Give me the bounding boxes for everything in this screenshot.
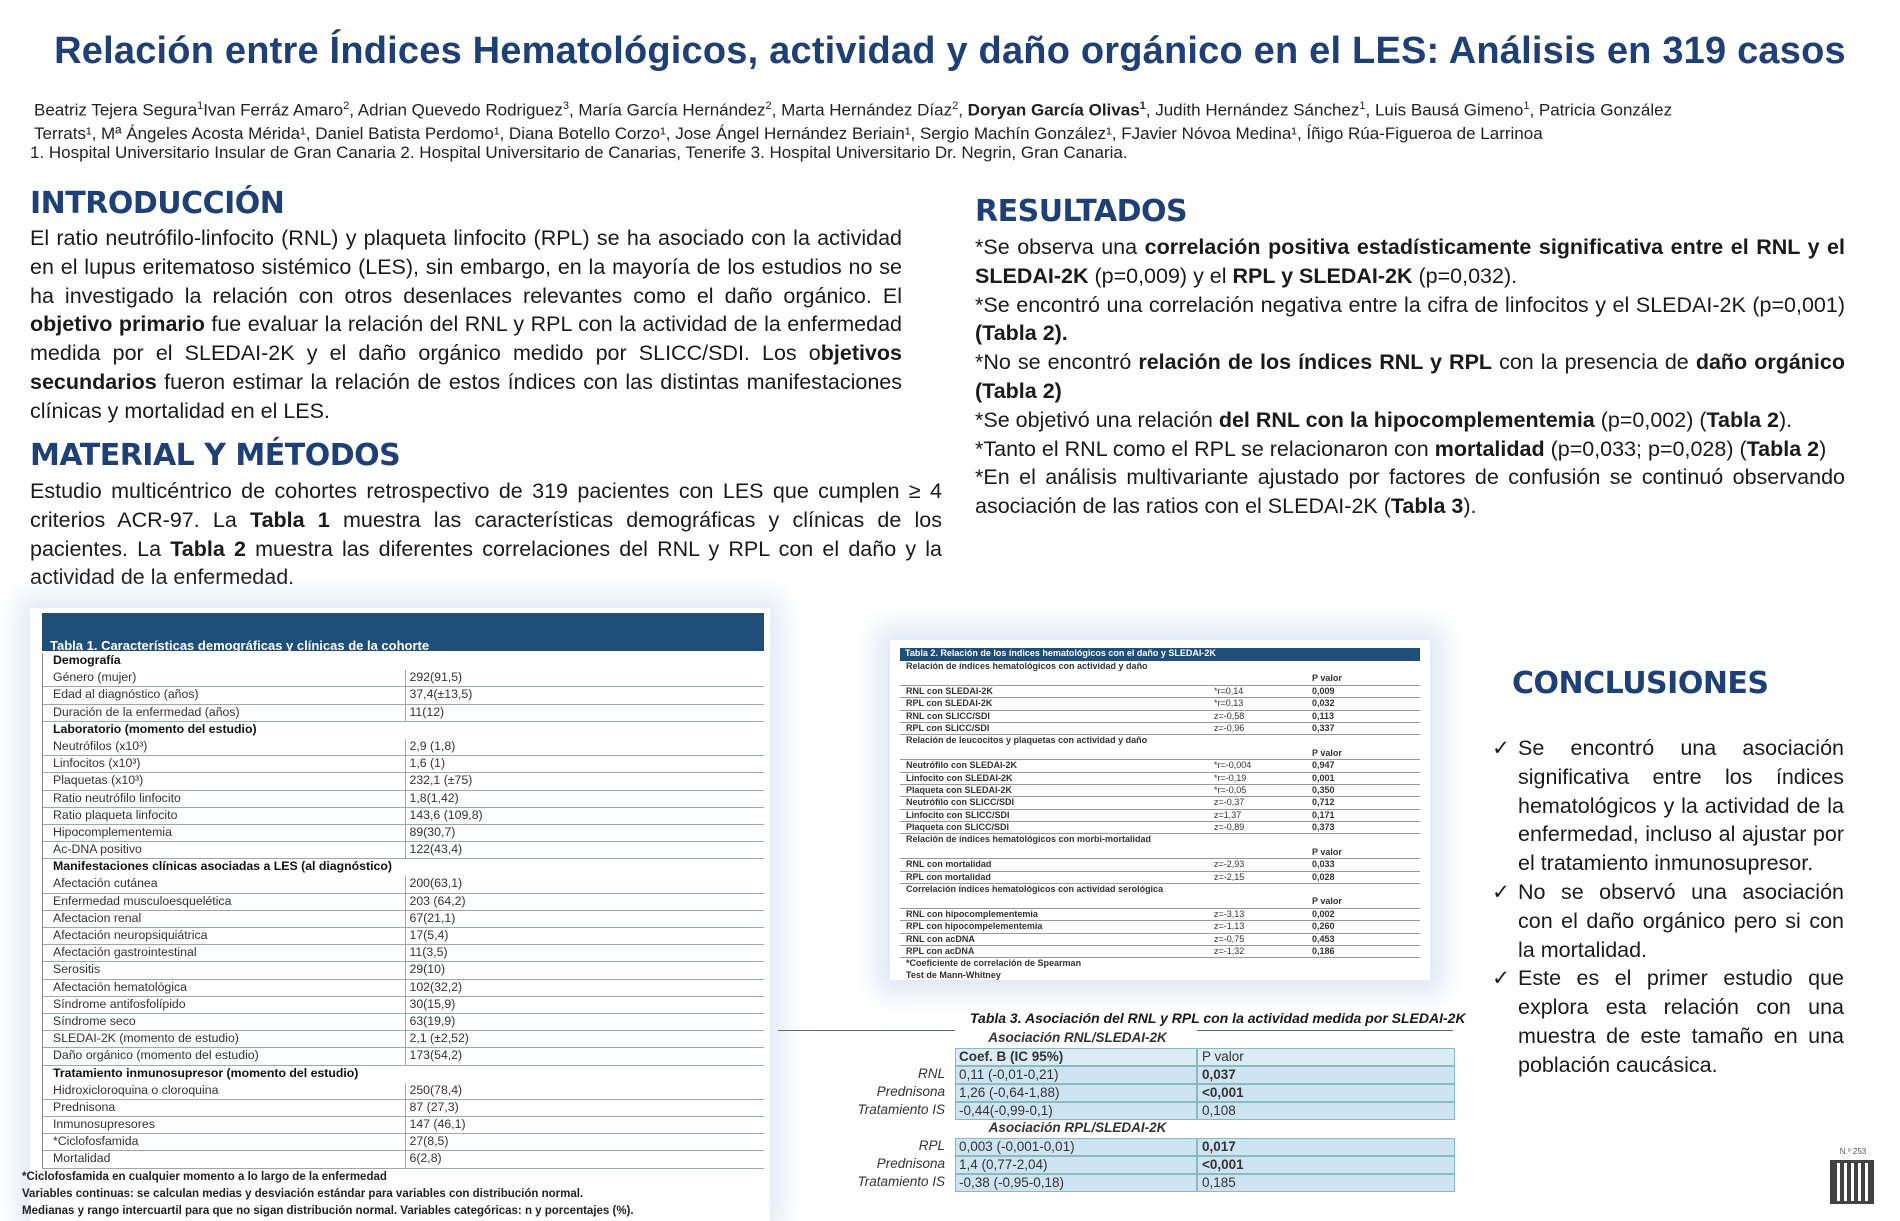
table-cell-pvalue: 0,108	[1197, 1102, 1455, 1120]
table-row	[43, 773, 764, 790]
list-item: ✓ No se observó una asociación con el daño orgánico pero si con la mortalidad.	[1492, 879, 1844, 962]
table-cell-label: Neutrófilos (x10³)	[53, 738, 148, 753]
table-section-header	[43, 859, 764, 876]
table-cell-stat: z=-1,32	[1214, 945, 1245, 956]
table-cell-label	[900, 673, 1214, 684]
table-cell-pvalue: 0,033	[1312, 859, 1335, 870]
qr-code-icon	[1830, 1160, 1874, 1204]
table-cell-value	[405, 859, 765, 876]
table-cell-label: Ac-DNA positivo	[53, 842, 142, 857]
table-1	[30, 608, 770, 1221]
table-cell-value: 27(8,5)	[405, 1134, 765, 1150]
results-text: *Se observa una correlación positiva estadísticamente significativa entre el RNL y el SLEDAI-2K (p=0,009) y el RPL y SLEDAI-2K (p=0,032). *Se encontró una correlación negativa entre la cifra de linfocitos y el SLEDAI-2K (p=0,001) (Tabla 2). *No se encontró relación de los índices RNL y RPL con la presencia de daño orgánico (Tabla 2) *Se objetivó una relación del RNL con la hipocomplementemia (p=0,002) (Tabla 2). *Tanto el RNL como el RPL se relacionaron con mortalidad (p=0,033; p=0,028) (Tabla 2) *En el análisis multivariante ajustado por factores de confusión se continuó observando asociación de las ratios con el SLEDAI-2K (Tabla 3).	[975, 235, 1845, 519]
table-row	[876, 1156, 1455, 1174]
table-cell-value: 1,8(1,42)	[405, 791, 765, 807]
table-2-title: Tabla 2. Relación de los índices hematológicos con el daño y SLEDAI-2K	[905, 648, 1216, 658]
table-row	[43, 1048, 764, 1065]
table-cell-stat: z=-0,58	[1214, 710, 1245, 721]
table-cell-label: Linfocito con SLEDAI-2K	[906, 772, 1013, 783]
table-cell-label: Síndrome seco	[53, 1013, 136, 1028]
table-cell-label: Serositis	[53, 962, 101, 977]
affiliations: 1. Hospital Universitario Insular de Gran Canaria 2. Hospital Universitario de Canarias, Tenerife 3. Hospital Universitario Dr. Negrin, Gran Canaria.	[30, 143, 1128, 162]
table-row	[900, 822, 1420, 834]
table-row	[43, 876, 764, 893]
table-cell-pvalue: 0,373	[1312, 822, 1335, 833]
table-cell-label: Plaqueta con SLICC/SDI	[906, 822, 1010, 833]
results-heading: RESULTADOS	[975, 194, 1188, 229]
table-cell-value: 2,1 (±2,52)	[405, 1031, 765, 1047]
table-cell-label: Edad al diagnóstico (años)	[53, 687, 199, 702]
table-cell-stat: *r=0,13	[1214, 698, 1244, 709]
author-list: Beatriz Tejera Segura$^1$Ivan Ferráz Amaro$^2$, Adrian Quevedo Rodriguez$^3$, María García Hernández$^2$, Marta Hernández Díaz$^2$, Doryan García Olivas$^1$, Judith Hernández Sánchez$^1$, Luis Bausá Gimeno$^1$, Patricia González Terrats¹, Mª Ángeles Acosta Mérida¹, Daniel Batista Perdomo¹, Diana Botello Corzo¹, Jose Ángel Hernández Beriain¹, Sergio Machín González¹, FJavier Nóvoa Medina¹, Íñigo Rúa-Figueroa de Larrinoa	[34, 100, 1673, 143]
table-cell-value: 147 (46,1)	[405, 1117, 765, 1133]
table-cell-value: 89(30,7)	[405, 825, 765, 841]
table-cell-pvalue	[1312, 884, 1420, 896]
table-cell-label: RNL con hipocomplementemia	[906, 908, 1038, 919]
table-cell-label: Prednisona	[876, 1156, 945, 1171]
table-row	[43, 1117, 764, 1134]
table-1-title: Tabla 1. Características demográficas y clínicas de la cohorte	[50, 638, 430, 653]
table-row	[900, 847, 1420, 859]
table-cell-label: Neutrófilo con SLEDAI-2K	[906, 760, 1018, 771]
table-cell-label: Afectación gastrointestinal	[53, 945, 197, 960]
table-cell-value: 200(63,1)	[405, 876, 765, 892]
table-cell-value: 37,4(±13,5)	[405, 687, 765, 703]
table-cell-stat: z=-0,96	[1214, 722, 1245, 733]
table-cell-pvalue: 0,712	[1312, 797, 1335, 808]
table-cell-label: RNL con SLEDAI-2K	[906, 685, 993, 696]
table-cell-label: Prednisona	[53, 1099, 116, 1114]
table-section-header	[43, 1066, 764, 1083]
table-cell-label: Ratio neutrófilo linfocito	[53, 790, 181, 805]
table-cell-coef: 0,11 (-0,01-0,21)	[955, 1066, 1197, 1084]
table-cell-stat: z=-0,37	[1214, 797, 1245, 808]
table-cell-value: 67(21,1)	[405, 911, 765, 927]
table-cell-label: Afectación hematológica	[53, 979, 187, 994]
table-cell-stat	[1214, 735, 1312, 747]
methods-text: Estudio multicéntrico de cohortes retrospectivo de 319 pacientes con LES que cumplen ≥ 4 criterios ACR-97. La Tabla 1 muestra las características demográficas y clínicas de los pacientes. La Tabla 2 muestra las diferentes correlaciones del RNL y RPL con el daño y la actividad de la enfermedad.	[30, 479, 942, 590]
table-cell-value: 122(43,4)	[405, 842, 765, 858]
table-cell-label: Tratamiento IS	[857, 1102, 945, 1117]
table-row	[876, 1084, 1455, 1102]
table-cell-stat: *r=-0,05	[1214, 784, 1247, 795]
table-row	[43, 997, 764, 1014]
table-cell-value: 29(10)	[405, 962, 765, 978]
table-cell-coef: 0,003 (-0,001-0,01)	[955, 1138, 1197, 1156]
table-cell-value	[405, 1066, 765, 1083]
table-cell-label: Duración de la enfermedad (años)	[53, 704, 240, 719]
table-cell-label: Correlación índices hematológicos con actividad serológica	[906, 884, 1164, 895]
table-cell-stat: z=-2,15	[1214, 871, 1245, 882]
table-cell-pvalue: 0,028	[1312, 871, 1335, 882]
table-row	[43, 911, 764, 928]
table-cell-label: Prednisona	[876, 1084, 945, 1099]
table-cell-value: 17(5,4)	[405, 928, 765, 944]
table-cell-value: 1,6 (1)	[405, 756, 765, 772]
table-cell-label: RPL con SLICC/SDI	[906, 722, 990, 733]
table-row	[43, 980, 764, 997]
table-cell-pvalue	[1312, 735, 1420, 747]
table-cell-value	[405, 722, 765, 739]
table-cell-label: Afectación cutánea	[53, 876, 158, 891]
table-row	[900, 797, 1420, 809]
table-section-header	[43, 653, 764, 670]
table-cell-label	[900, 896, 1214, 907]
table-cell-label: Linfocito con SLICC/SDI	[906, 809, 1010, 820]
methods-heading: MATERIAL Y MÉTODOS	[30, 438, 401, 473]
table-cell-value: 173(54,2)	[405, 1048, 765, 1064]
table-row	[43, 825, 764, 842]
table-cell-value: 102(32,2)	[405, 980, 765, 996]
table-cell-coef: -0,38 (-0,95-0,18)	[955, 1174, 1197, 1192]
table-cell-pvalue: 0,002	[1312, 908, 1335, 919]
table-2	[890, 640, 1430, 980]
table-row	[900, 698, 1420, 710]
table-cell-coef: 1,26 (-0,64-1,88)	[955, 1084, 1197, 1102]
table-row	[43, 945, 764, 962]
table-row	[43, 1100, 764, 1117]
table-cell-label: RNL con SLICC/SDI	[906, 710, 990, 721]
table-cell-value: 63(19,9)	[405, 1014, 765, 1030]
table-row	[43, 842, 764, 859]
table-cell-pvalue: 0,001	[1312, 772, 1335, 783]
table-cell-pvalue: 0,337	[1312, 722, 1335, 733]
checkmark-icon: ✓	[1492, 736, 1511, 760]
table-cell-pvalue: P valor	[1197, 1048, 1455, 1066]
table-cell-label: RPL	[918, 1138, 945, 1153]
table-cell-pvalue: <0,001	[1197, 1156, 1455, 1174]
table-cell-coef: 1,4 (0,77-2,04)	[955, 1156, 1197, 1174]
table-cell-value: 292(91,5)	[405, 670, 765, 686]
table-cell-pvalue: 0,017	[1197, 1138, 1455, 1156]
table-cell-value: 143,6 (109,8)	[405, 808, 765, 824]
table-row	[43, 791, 764, 808]
table-row	[917, 1066, 1455, 1084]
table-cell-label: Tratamiento IS	[857, 1174, 945, 1189]
poster-title: Relación entre Índices Hematológicos, actividad y daño orgánico en el LES: Análisis en 319 casos	[54, 30, 1846, 72]
table-row	[900, 723, 1420, 735]
table-row	[857, 1102, 1455, 1120]
table-row	[43, 670, 764, 687]
table-cell-pvalue: 0,171	[1312, 809, 1335, 820]
table-cell-label: Laboratorio (momento del estudio)	[53, 721, 257, 736]
table-section-header	[900, 834, 1420, 846]
table-cell-label: Afectación neuropsiquiátrica	[53, 928, 208, 942]
table-row	[43, 756, 764, 773]
table-cell-value: 203 (64,2)	[405, 894, 765, 910]
table-cell-label: RPL con hipocompelementemia	[906, 921, 1043, 932]
table-row	[43, 705, 764, 722]
table-cell-pvalue: P valor	[1312, 673, 1342, 684]
table-cell-label: Linfocitos (x10³)	[53, 756, 141, 771]
table-cell-stat: *r=-0,19	[1214, 772, 1247, 783]
table-cell-label: Relación de índices hematológicos con actividad y daño	[906, 661, 1148, 671]
table-cell-label: Daño orgánico (momento del estudio)	[53, 1048, 259, 1063]
table-row	[900, 934, 1420, 946]
table-row	[43, 894, 764, 911]
table-cell-label: Neutrófilo con SLICC/SDI	[906, 797, 1014, 808]
table-cell-label: RPL con acDNA	[906, 945, 975, 956]
table-cell-label: Demografía	[53, 653, 121, 667]
table-cell-label: Ratio plaqueta linfocito	[53, 807, 178, 822]
table-cell-value: 250(78,4)	[405, 1083, 765, 1099]
table-cell-label: Plaqueta con SLEDAI-2K	[906, 784, 1013, 795]
table-cell-pvalue: 0,350	[1312, 784, 1335, 795]
list-item: ✓ Se encontró una asociación significativa entre los índices hematológicos y la actividad de la enfermedad, incluso al ajustar por el tratamiento inmunosupresor.	[1492, 736, 1844, 876]
table-cell-value: 11(3,5)	[405, 945, 765, 961]
table-cell-stat	[1214, 834, 1312, 846]
table-cell-pvalue: 0,037	[1197, 1066, 1455, 1084]
table-row	[43, 739, 764, 756]
table-cell-label: Relación de índices hematológicos con morbi-mortalidad	[906, 834, 1152, 845]
table-cell-pvalue: 0,032	[1312, 698, 1335, 709]
table-row	[900, 760, 1420, 772]
table-cell-pvalue: 0,009	[1312, 685, 1335, 696]
table-cell-label	[900, 847, 1214, 858]
table-cell-pvalue: 0,185	[1197, 1174, 1455, 1192]
table-row	[43, 808, 764, 825]
table-row	[900, 773, 1420, 785]
table-cell-stat: *r=-0,004	[1214, 760, 1252, 771]
table-cell-pvalue: P valor	[1312, 846, 1342, 857]
table-row	[900, 748, 1420, 760]
table-row	[900, 909, 1420, 921]
table-section-header	[900, 884, 1420, 896]
table-cell-label: SLEDAI-2K (momento de estudio)	[53, 1031, 239, 1046]
table-cell-pvalue: 0,947	[1312, 760, 1335, 771]
presenting-author: Doryan García Olivas	[967, 100, 1140, 120]
table-1-grid	[42, 653, 764, 1169]
intro-heading: INTRODUCCIÓN	[30, 186, 285, 221]
table-section-header	[900, 661, 1420, 673]
table-cell-pvalue	[1312, 661, 1420, 673]
table-cell-label	[900, 748, 1214, 759]
checkmark-icon: ✓	[1492, 966, 1511, 991]
table-row	[857, 1174, 1455, 1192]
table-cell-pvalue	[1312, 834, 1420, 846]
table-section-header	[900, 735, 1420, 747]
table-cell-label: Síndrome antifosfolípido	[53, 996, 186, 1011]
table-cell-heading: Asociación RPL/SLEDAI-2K	[955, 1120, 1197, 1138]
table-row	[955, 1048, 1455, 1066]
table-row	[900, 921, 1420, 933]
table-cell-pvalue: P valor	[1312, 747, 1342, 758]
table-cell-stat: *r=0,14	[1214, 685, 1244, 696]
conclusions-heading: CONCLUSIONES	[1512, 666, 1769, 701]
table-cell-pvalue: 0,453	[1312, 933, 1335, 944]
conclusions-list	[1492, 734, 1844, 1080]
intro-text: El ratio neutrófilo-linfocito (RNL) y plaqueta linfocito (RPL) se ha asociado con la actividad en el lupus eritematoso sistémico (LES), sin embargo, en la mayoría de los estudios no se ha investigado la relación con otros desenlaces relevantes como el daño orgánico. El objetivo primario fue evaluar la relación del RNL y RPL con la actividad de la enfermedad medida por el SLEDAI-2K y el daño orgánico medido por SLICC/SDI. Los objetivos secundarios fueron estimar la relación de estos índices con las distintas manifestaciones clínicas y mortalidad en el LES.	[30, 226, 902, 423]
table-section-header	[43, 722, 764, 739]
table-cell-pvalue: 0,260	[1312, 921, 1335, 932]
table-cell-pvalue: 0,113	[1312, 710, 1335, 721]
table-cell-stat: z=-0,75	[1214, 933, 1245, 944]
table-section-header	[955, 1120, 1455, 1138]
table-row	[900, 872, 1420, 884]
table-row	[43, 962, 764, 979]
table-cell-value: 30(15,9)	[405, 997, 765, 1013]
table-cell-label: RNL	[917, 1066, 945, 1081]
table-cell-label: Relación de leucocitos y plaquetas con actividad y daño	[906, 735, 1148, 746]
table-footnote: *Coeficiente de correlación de Spearman	[906, 958, 1082, 969]
table-row	[43, 928, 764, 945]
table-row	[900, 686, 1420, 698]
table-cell-stat	[1214, 847, 1312, 858]
table-cell-value: 232,1 (±75)	[405, 773, 765, 789]
table-row	[43, 1134, 764, 1151]
table-row	[43, 1151, 764, 1168]
table-cell-stat: z=-1,13	[1214, 921, 1245, 932]
table-cell-stat: z=-3,13	[1214, 908, 1245, 919]
table-cell-label: RNL con acDNA	[906, 933, 975, 944]
table-cell-value: 87 (27,3)	[405, 1100, 765, 1116]
table-cell-label: RNL con mortalidad	[906, 859, 992, 870]
table-cell-label: Tratamiento inmunosupresor (momento del estudio)	[53, 1065, 359, 1080]
table-cell-label: Enfermedad musculoesquelética	[53, 893, 232, 908]
table-cell-label: Manifestaciones clínicas asociadas a LES (al diagnóstico)	[53, 859, 392, 874]
table-3-grid	[857, 1030, 1455, 1192]
table-cell-stat: z=-2,93	[1214, 859, 1245, 870]
table-cell-value: 2,9 (1,8)	[405, 739, 765, 755]
table-cell-label: *Ciclofosfamida	[53, 1134, 139, 1149]
table-row	[900, 810, 1420, 822]
table-cell-coef: -0,44(-0,99-0,1)	[955, 1102, 1197, 1120]
table-cell-stat	[1214, 748, 1312, 759]
table-cell-value	[405, 653, 765, 670]
table-row	[900, 859, 1420, 871]
table-footnote: Test de Mann-Whitney	[906, 970, 1001, 981]
table-row	[43, 1031, 764, 1048]
table-row	[43, 687, 764, 704]
table-section-header	[955, 1030, 1455, 1048]
table-cell-stat	[1214, 661, 1312, 673]
table-row	[900, 785, 1420, 797]
table-cell-label: Afectacion renal	[53, 910, 142, 925]
table-cell-stat	[1214, 884, 1312, 896]
table-2-grid	[900, 661, 1420, 982]
table-cell-label: Plaquetas (x10³)	[53, 773, 144, 788]
checkmark-icon: ✓	[1492, 879, 1511, 904]
table-row	[918, 1138, 1455, 1156]
table-row	[43, 1014, 764, 1031]
table-cell-stat: z=-0,89	[1214, 822, 1245, 833]
table-cell-coef: Coef. B (IC 95%)	[955, 1048, 1197, 1066]
table-cell-stat: z=1,37	[1214, 809, 1242, 820]
table-cell-label: Género (mujer)	[53, 670, 137, 685]
table-cell-value: 6(2,8)	[405, 1151, 765, 1167]
table-cell-label: Mortalidad	[53, 1151, 111, 1166]
qr-code: N.º 253	[1830, 1147, 1876, 1215]
table-row	[900, 673, 1420, 685]
table-cell-label: Hipocomplementemia	[53, 824, 172, 839]
table-cell-stat	[1214, 896, 1312, 907]
list-item: ✓ Este es el primer estudio que explora esta relación con una muestra de este tamaño en una población caucásica.	[1492, 966, 1844, 1077]
table-cell-label: RPL con SLEDAI-2K	[906, 698, 993, 709]
table-3-title: Tabla 3. Asociación del RNL y RPL con la actividad medida por SLEDAI-2K	[970, 1010, 1466, 1026]
table-1-footnotes: *Ciclofosfamida en cualquier momento a lo largo de la enfermedad Variables continuas: se calculan medias y desviación estándar para variables con distribución normal. Medianas y rango intercuartil para que no sigan distribución normal. Variables categóricas: n y porcentajes (%).	[22, 1171, 634, 1217]
table-cell-pvalue: P valor	[1312, 896, 1342, 907]
table-cell-pvalue: 0,186	[1312, 945, 1335, 956]
table-row	[900, 711, 1420, 723]
table-cell-pvalue: <0,001	[1197, 1084, 1455, 1102]
table-row	[900, 946, 1420, 958]
table-cell-heading: Asociación RNL/SLEDAI-2K	[955, 1030, 1197, 1048]
table-cell-label: Hidroxicloroquina o cloroquina	[53, 1082, 219, 1097]
table-row	[43, 1083, 764, 1100]
table-cell-stat	[1214, 673, 1312, 684]
table-row	[900, 896, 1420, 908]
table-cell-value: 11(12)	[405, 705, 765, 721]
table-cell-label: RPL con mortalidad	[906, 871, 991, 882]
table-cell-label: Inmunosupresores	[53, 1117, 155, 1132]
